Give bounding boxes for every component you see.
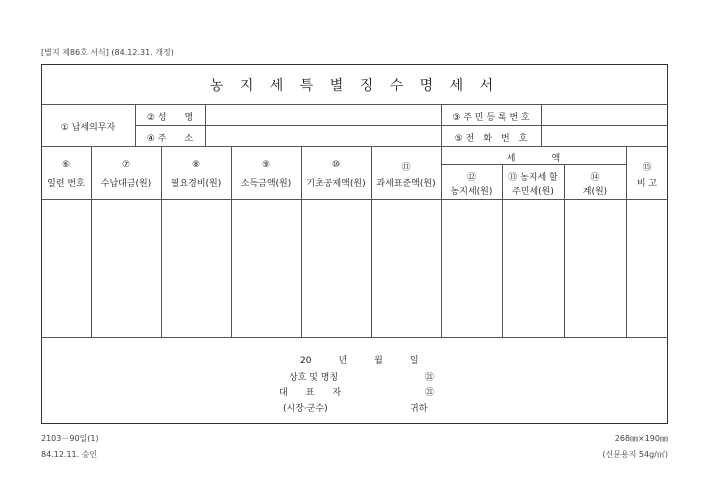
col-8-num: ⑧ <box>191 160 201 170</box>
vline-col-15 <box>626 146 627 337</box>
col-13-header-line2: 주민세(원) <box>512 187 554 197</box>
representative-seal-mark: ㉑ <box>425 388 435 398</box>
rule-taxpayer-mid <box>135 125 668 126</box>
col-15-num: ⑮ <box>642 163 652 173</box>
form-title: 농 지 세 특 별 징 수 명 세 서 <box>209 78 500 94</box>
paper-size: 268㎜×190㎜ <box>614 434 668 443</box>
col-7-header: 수납대금(원) <box>100 179 152 189</box>
rule-tax-group <box>441 164 626 165</box>
vline-taxpayer-4 <box>541 104 542 146</box>
rule-taxpayer-bottom <box>41 146 668 147</box>
vline-col-10 <box>301 146 302 337</box>
col-10-num: ⑩ <box>331 160 341 170</box>
approval-date: 84.12.11. 승인 <box>41 450 98 459</box>
id-number-label: ③ 주 민 등 록 번 호 <box>452 113 530 123</box>
office-label: (시장·군수) <box>283 404 328 414</box>
rule-body-bottom <box>41 337 668 338</box>
vline-col-8 <box>161 146 162 337</box>
phone-label: ⑤ 전 화 번 호 <box>454 134 528 144</box>
taxpayer-label: ① 납세의무자 <box>60 123 116 133</box>
vline-taxpayer-2 <box>205 104 206 146</box>
vline-col-11 <box>371 146 372 337</box>
form-number: [별지 제86호 서식] (84.12.31. 개정) <box>41 48 174 57</box>
col-6-header: 일련 번호 <box>47 179 85 189</box>
col-14-num: ⑭ <box>590 173 600 183</box>
col-11-header: 과세표준액(원) <box>376 179 436 189</box>
rule-header-bottom <box>41 199 668 200</box>
representative-label: 대 표 자 <box>279 388 342 398</box>
col-12-num: ⑫ <box>466 173 476 183</box>
company-seal-mark: ㉑ <box>425 373 435 383</box>
col-12-header: 농지세(원) <box>450 187 493 197</box>
vline-col-7 <box>91 146 92 337</box>
col-10-header: 기초공제액(원) <box>306 179 366 189</box>
col-14-header: 계(원) <box>582 187 608 197</box>
col-9-header: 소득금액(원) <box>240 179 292 189</box>
col-11-num: ⑪ <box>401 163 411 173</box>
date-line: 20 년 월 일 <box>300 356 419 366</box>
col-7-num: ⑦ <box>121 160 131 170</box>
vline-col-9 <box>231 146 232 337</box>
col-8-header: 필요경비(원) <box>170 179 222 189</box>
tax-group-header: 세 액 <box>506 154 561 164</box>
col-6-num: ⑥ <box>61 160 71 170</box>
company-label: 상호 및 명칭 <box>289 373 339 383</box>
col-9-num: ⑨ <box>261 160 271 170</box>
paper-type: (신문용지 54g/㎡) <box>602 450 668 459</box>
col-13-header-line1: ⑬ 농지세 할 <box>508 173 558 183</box>
honorific-label: 귀하 <box>410 404 428 414</box>
form-code: 2103－90일(1) <box>41 434 99 443</box>
col-15-header: 비 고 <box>636 179 658 189</box>
name-label: ② 성 명 <box>146 113 194 123</box>
address-label: ④ 주 소 <box>146 134 194 144</box>
